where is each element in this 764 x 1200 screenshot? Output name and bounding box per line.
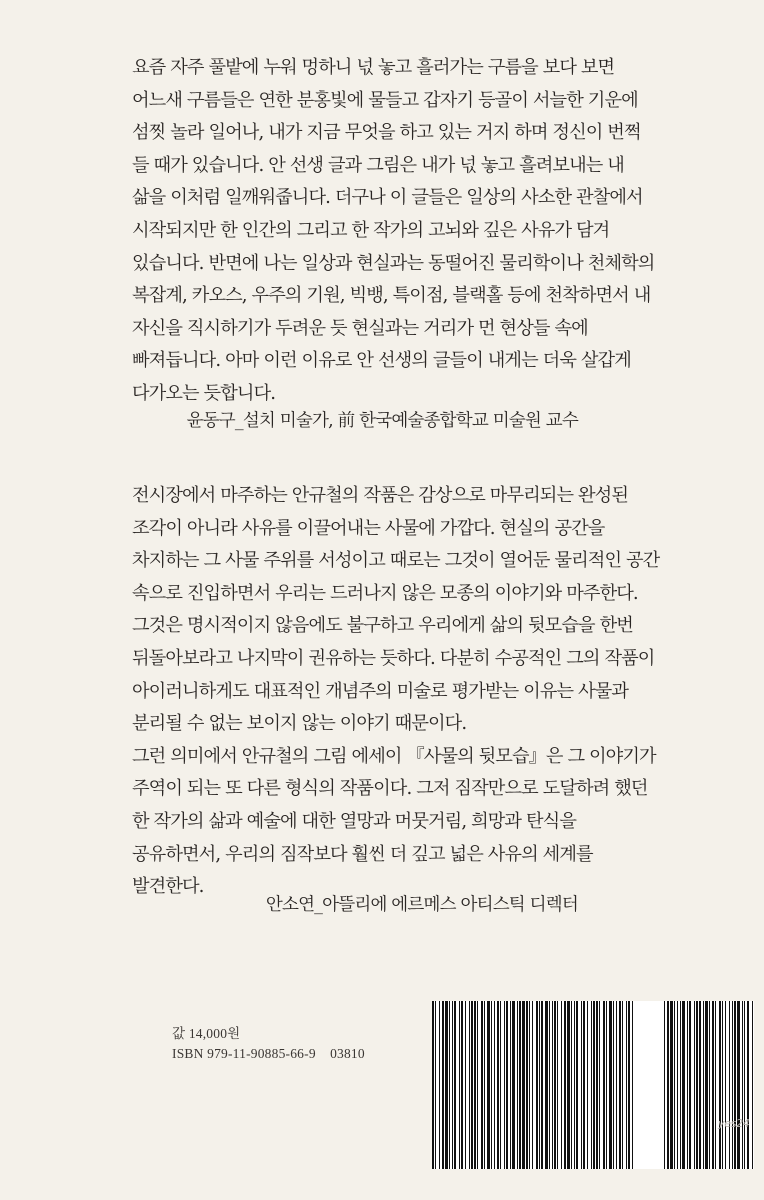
barcode-bar: [719, 1001, 721, 1169]
barcode-bar: [487, 1001, 490, 1169]
barcode-bar: [715, 1001, 716, 1169]
isbn-label: ISBN 979-11-90885-66-9 03810: [172, 1046, 365, 1061]
barcode-bar: [591, 1001, 592, 1169]
barcode-bar: [517, 1001, 518, 1169]
blurb-section-2: [132, 480, 732, 904]
barcode-bar: [734, 1001, 736, 1169]
barcode-bar: [452, 1001, 453, 1169]
text-line: 전시장에서 마주하는 안규철의 작품은 감상으로 마무리되는 완성된: [132, 485, 629, 506]
barcode-bar: [469, 1001, 470, 1169]
barcode-bar: [541, 1001, 543, 1169]
barcode-bar: [616, 1001, 617, 1169]
text-line: 빠져듭니다. 아마 이런 이유로 안 선생의 글들이 내게는 더욱 살갑게: [132, 350, 631, 372]
text-line: 발견한다.: [132, 876, 204, 898]
blurb-attribution-2: 안소연_아뜰리에 에르메스 아티스틱 디렉터: [265, 895, 578, 915]
text-line: 시작되지만 한 인간의 그리고 한 작가의 고뇌와 깊은 사유가 담겨: [132, 219, 610, 241]
barcode-bar: [439, 1001, 440, 1169]
barcode-bar: [512, 1001, 515, 1169]
text-line: 삶을 이처럼 일깨워줍니다. 더구나 이 글들은 일상의 사소한 관찰에서: [132, 187, 643, 209]
barcode-bar: [567, 1001, 570, 1169]
barcode-bar: [522, 1001, 525, 1169]
barcode-bar: [747, 1001, 749, 1169]
text-line: 그것은 명시적이지 않음에도 불구하고 우리에게 삶의 뒷모습을 한번: [132, 615, 633, 637]
barcode-bar: [744, 1001, 745, 1169]
price-label: 값 14,000원: [172, 1026, 241, 1041]
barcode-bar: [593, 1001, 595, 1169]
barcode-bar: [529, 1001, 530, 1169]
barcode-bar: [596, 1001, 598, 1169]
barcode-bar: [599, 1001, 600, 1169]
barcode-bar: [532, 1001, 533, 1169]
blurb-section-1: [132, 52, 732, 411]
text-line: 있습니다. 반면에 나는 일상과 현실과는 동떨어진 물리학이나 천체학의: [132, 252, 655, 274]
barcode-bar: [674, 1001, 675, 1169]
barcode-bar: [504, 1001, 505, 1169]
barcode-bar: [545, 1001, 548, 1169]
text-line: 다가오는 듯합니다.: [132, 382, 276, 404]
barcode-bar: [494, 1001, 495, 1169]
barcode-bar: [626, 1001, 627, 1169]
text-line: 속으로 진입하면서 우리는 드러나지 않은 모종의 이야기와 마주한다.: [132, 582, 638, 604]
barcode-bar: [574, 1001, 575, 1169]
barcode-bar: [497, 1001, 499, 1169]
barcode-bar: [554, 1001, 556, 1169]
barcode-bar: [677, 1001, 678, 1169]
barcode-bar: [667, 1001, 669, 1169]
barcode-bar: [581, 1001, 582, 1169]
barcode-bar: [609, 1001, 612, 1169]
barcode-bar: [694, 1001, 695, 1169]
barcode-bar: [536, 1001, 538, 1169]
barcode-bar: [664, 1001, 665, 1169]
text-line: 공유하면서, 우리의 짐작보다 훨씬 더 깊고 넓은 사유의 세계를: [132, 843, 593, 865]
barcode-bar: [680, 1001, 681, 1169]
barcode-bar: [449, 1001, 450, 1169]
text-line: 복잡계, 카오스, 우주의 기원, 빅뱅, 특이점, 블랙홀 등에 천착하면서 내: [132, 285, 651, 307]
barcode-bar: [435, 1001, 436, 1169]
text-line: 요즘 자주 풀밭에 누워 멍하니 넋 놓고 흘러가는 구름을 보다 보면: [132, 57, 615, 78]
barcode-bar: [576, 1001, 578, 1169]
barcode-bar: [606, 1001, 607, 1169]
barcode-bar: [571, 1001, 572, 1169]
text-line: 아이러니하게도 대표적인 개념주의 미술로 평가받는 이유는 사물과: [132, 680, 629, 702]
barcode-bar: [752, 1001, 753, 1169]
barcode-bar: [732, 1001, 733, 1169]
text-line: 분리될 수 없는 보이지 않는 이야기 때문이다.: [132, 713, 467, 735]
barcode-bar: [729, 1001, 730, 1169]
barcode-bar: [632, 1001, 633, 1169]
barcode-bar: [471, 1001, 473, 1169]
text-line: 섬찟 놀라 일어나, 내가 지금 무엇을 하고 있는 거지 하며 정신이 번쩍: [132, 122, 641, 144]
barcode-bar: [689, 1001, 691, 1169]
barcode-bar: [742, 1001, 743, 1169]
watermark-logo: yes24: [718, 1117, 750, 1130]
barcode-bar: [549, 1001, 550, 1169]
text-line: 조각이 아니라 사유를 이끌어내는 사물에 가깝다. 현실의 공간을: [132, 517, 605, 539]
barcode-bar: [725, 1001, 726, 1169]
barcode-bar: [705, 1001, 708, 1169]
text-line: 주역이 되는 또 다른 형식의 작품이다. 그저 짐작만으로 도달하려 했던: [132, 778, 648, 800]
blurb-attribution-1: 윤동구_설치 미술가, 前 한국예술종합학교 미술원 교수: [186, 411, 578, 431]
text-line: 한 작가의 삶과 예술에 대한 열망과 머뭇거림, 희망과 탄식을: [132, 810, 576, 832]
barcode-bar: [500, 1001, 501, 1169]
barcode-bar: [587, 1001, 588, 1169]
text-line: 들 때가 있습니다. 안 선생 글과 그림은 내가 넋 놓고 흘려보내는 내: [132, 154, 624, 176]
text-line: 차지하는 그 사물 주위를 서성이고 때로는 그것이 열어둔 물리적인 공간: [132, 550, 660, 572]
barcode-bar: [696, 1001, 698, 1169]
barcode-bar: [506, 1001, 508, 1169]
text-line: 자신을 직시하기가 두려운 듯 현실과는 거리가 먼 현상들 속에: [132, 317, 588, 339]
barcode-bar: [442, 1001, 444, 1169]
barcode-bar: [670, 1001, 673, 1169]
barcode-bar: [557, 1001, 558, 1169]
barcode-bar: [564, 1001, 566, 1169]
isbn-barcode: [432, 1001, 754, 1169]
blurb-paragraph-2: [132, 480, 732, 904]
blurb-paragraph-1: [132, 52, 732, 411]
text-line: 그런 의미에서 안규철의 그림 에세이 『사물의 뒷모습』은 그 이야기가: [132, 745, 656, 767]
barcode-bar: [491, 1001, 492, 1169]
barcode-bar: [709, 1001, 710, 1169]
barcode-bar: [687, 1001, 688, 1169]
barcode-bar: [510, 1001, 511, 1169]
barcode-bar: [461, 1001, 463, 1169]
barcode-bar: [474, 1001, 476, 1169]
barcode-bar: [526, 1001, 528, 1169]
barcode-bar: [465, 1001, 466, 1169]
barcode-bar: [459, 1001, 460, 1169]
barcode-bar: [622, 1001, 623, 1169]
barcode-bar: [619, 1001, 621, 1169]
barcode-bar: [712, 1001, 714, 1169]
barcode-bar: [583, 1001, 585, 1169]
barcode-bar: [481, 1001, 483, 1169]
barcode-bar: [519, 1001, 521, 1169]
barcode-bar: [613, 1001, 614, 1169]
barcode-bar: [737, 1001, 740, 1169]
barcode-bars: [432, 1001, 754, 1169]
barcode-bar: [454, 1001, 456, 1169]
barcode-bar: [432, 1001, 434, 1169]
barcode-bar: [682, 1001, 685, 1169]
barcode-bar: [703, 1001, 704, 1169]
barcode-bar: [722, 1001, 723, 1169]
barcode-bar: [628, 1001, 630, 1169]
barcode-bar: [552, 1001, 553, 1169]
price-isbn-block: [172, 1024, 365, 1064]
barcode-bar: [477, 1001, 478, 1169]
barcode-bar: [699, 1001, 701, 1169]
barcode-bar: [603, 1001, 605, 1169]
barcode-bar: [539, 1001, 540, 1169]
barcode-bar: [484, 1001, 485, 1169]
text-line: 어느새 구름들은 연한 분홍빛에 물들고 갑자기 등골이 서늘한 기운에: [132, 89, 638, 111]
barcode-bar: [445, 1001, 448, 1169]
barcode-bar: [561, 1001, 562, 1169]
text-line: 뒤돌아보라고 나지막이 권유하는 듯하다. 다분히 수공적인 그의 작품이: [132, 647, 655, 669]
